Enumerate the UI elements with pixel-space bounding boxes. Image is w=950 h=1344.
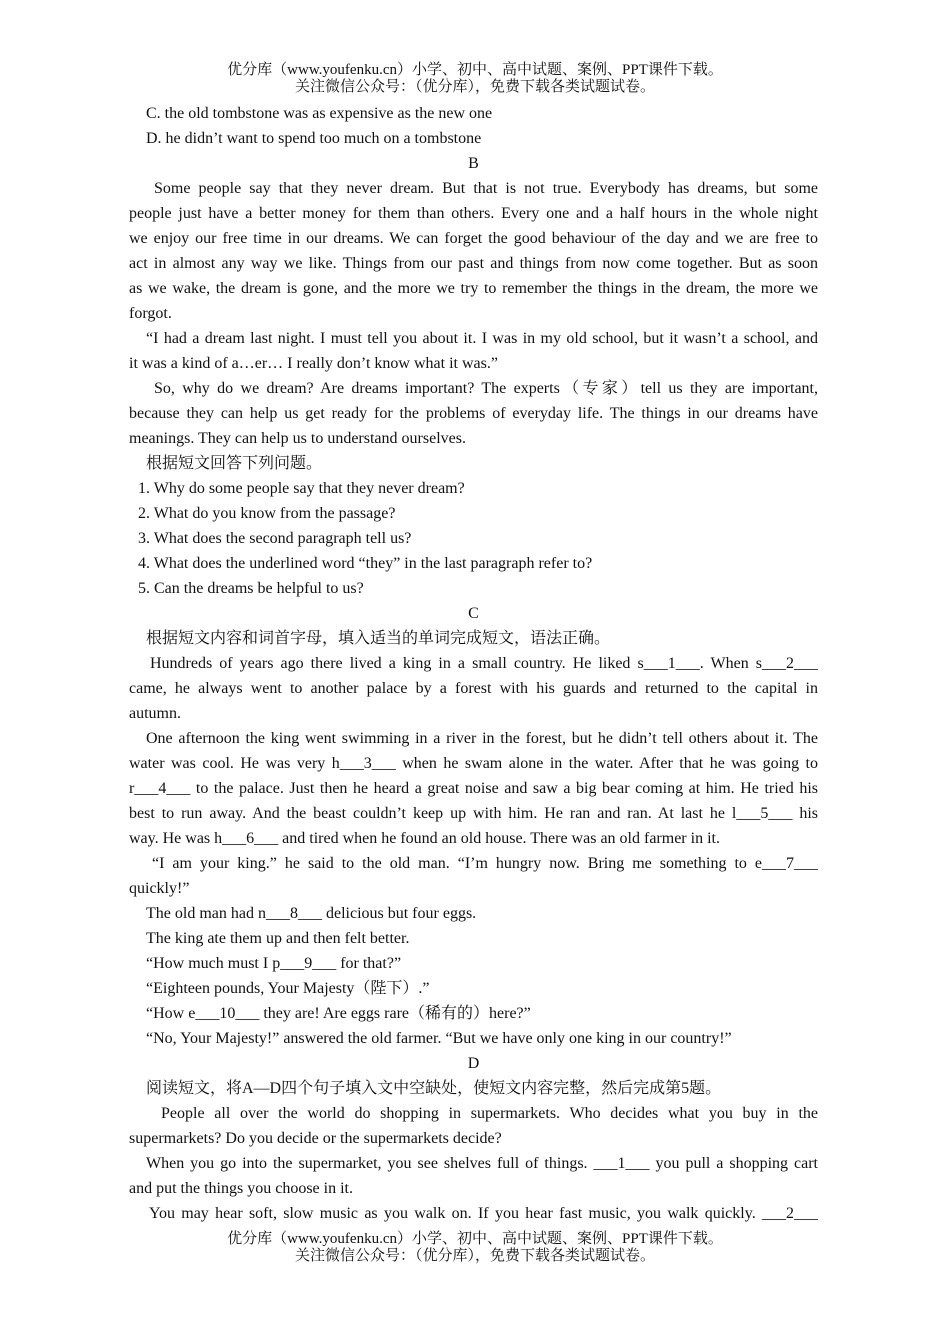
- passage-d-line: When you go into the supermarket, you see shelves full of things. ___1___ you pull a shopping cart: [146, 1155, 818, 1172]
- passage-b-line: “I had a dream last night. I must tell you about it. I was in my old school, but it wasn’t a school, and: [146, 330, 818, 347]
- question-item: 1. Why do some people say that they never dream?: [138, 480, 465, 497]
- passage-c-line: “I am your king.” he said to the old man. “I’m hungry now. Bring me something to e___7___: [152, 855, 818, 872]
- passage-b-line: because they can help us get ready for the problems of everyday life. The things in our dreams have: [129, 405, 818, 422]
- header-line-1: 优分库（www.youfenku.cn）小学、初中、高中试题、案例、PPT课件下载。: [227, 62, 723, 78]
- passage-b-line: Some people say that they never dream. But that is not true. Everybody has dreams, but some: [154, 180, 818, 197]
- page-footer: [0, 1231, 950, 1265]
- footer-line-2: 关注微信公众号：（优分库），免费下载各类试题试卷。: [294, 1248, 655, 1264]
- passage-b-line: So, why do we dream? Are dreams important? The experts（专家）tell us they are important,: [154, 380, 818, 397]
- question-item: 2. What do you know from the passage?: [138, 505, 396, 522]
- passage-c-line: “No, Your Majesty!” answered the old farmer. “But we have only one king in our country!”: [146, 1030, 732, 1047]
- option-c: C. the old tombstone was as expensive as the new one: [146, 105, 493, 122]
- document-body: [129, 101, 818, 1226]
- passage-b-line: meanings. They can help us to understand ourselves.: [129, 430, 466, 447]
- passage-c-line: water was cool. He was very h___3___ when he swam alone in the water. After that he was going to: [129, 755, 818, 772]
- passage-c-line: The old man had n___8___ delicious but four eggs.: [146, 905, 477, 922]
- footer-line-1: 优分库（www.youfenku.cn）小学、初中、高中试题、案例、PPT课件下载。: [227, 1231, 723, 1247]
- question-item: 3. What does the second paragraph tell us?: [138, 530, 412, 547]
- passage-c-line: way. He was h___6___ and tired when he found an old house. There was an old farmer in it.: [129, 830, 720, 847]
- passage-c-line: autumn.: [129, 705, 181, 722]
- passage-c-line: “Eighteen pounds, Your Majesty（陛下）.”: [146, 980, 430, 997]
- header-line-2: 关注微信公众号：（优分库），免费下载各类试题试卷。: [294, 79, 655, 95]
- section-d-heading: D: [467, 1055, 480, 1072]
- passage-b-line: we enjoy our free time in our dreams. We can forget the good behaviour of the day and we are free to: [129, 230, 818, 247]
- passage-c-line: best to run away. And the beast couldn’t keep up with him. He ran and ran. At last he l___5___ his: [129, 805, 818, 822]
- passage-b-line: act in almost any way we like. Things from our past and things from now come together. But as soon: [129, 255, 818, 272]
- passage-b-line: forgot.: [129, 305, 172, 322]
- section-c-heading: C: [468, 605, 479, 622]
- instruction-d: 阅读短文，将A—D四个句子填入文中空缺处，使短文内容完整，然后完成第5题。: [146, 1080, 722, 1097]
- passage-b-line: people just have a better money for them than others. Every one and a half hours in the whole night: [129, 205, 818, 222]
- passage-b-line: it was a kind of a…er… I really don’t know what it was.”: [129, 355, 498, 372]
- passage-c-line: came, he always went to another palace by a forest with his guards and returned to the capital in: [129, 680, 818, 697]
- passage-c-line: “How e___10___ they are! Are eggs rare（稀有的）here?”: [146, 1005, 531, 1022]
- passage-d-line: People all over the world do shopping in supermarkets. Who decides what you buy in the: [161, 1105, 818, 1122]
- question-item: 4. What does the underlined word “they” in the last paragraph refer to?: [138, 555, 593, 572]
- passage-c-line: The king ate them up and then felt better.: [146, 930, 410, 947]
- passage-c-line: One afternoon the king went swimming in a river in the forest, but he didn’t tell others about it. The: [146, 730, 818, 747]
- section-b-heading: B: [468, 155, 479, 172]
- option-d: D. he didn’t want to spend too much on a tombstone: [146, 130, 482, 147]
- passage-b-line: as we wake, the dream is gone, and the more we try to remember the things in the dream, the more we: [129, 280, 818, 297]
- instruction-c: 根据短文内容和词首字母，填入适当的单词完成短文，语法正确。: [146, 630, 611, 647]
- passage-c-line: quickly!”: [129, 880, 190, 897]
- passage-d-line: supermarkets? Do you decide or the supermarkets decide?: [129, 1130, 502, 1147]
- passage-d-line: You may hear soft, slow music as you walk on. If you hear fast music, you walk quickly. ___2___: [149, 1205, 818, 1222]
- passage-c-line: Hundreds of years ago there lived a king in a small country. He liked s___1___. When s___2___: [150, 655, 818, 672]
- passage-c-line: “How much must I p___9___ for that?”: [146, 955, 402, 972]
- page-header: [0, 62, 950, 96]
- passage-c-line: r___4___ to the palace. Just then he heard a great noise and saw a big bear coming at him. He tried his: [129, 780, 818, 797]
- question-item: 5. Can the dreams be helpful to us?: [138, 580, 364, 597]
- passage-d-line: and put the things you choose in it.: [129, 1180, 353, 1197]
- instruction-b: 根据短文回答下列问题。: [146, 455, 323, 472]
